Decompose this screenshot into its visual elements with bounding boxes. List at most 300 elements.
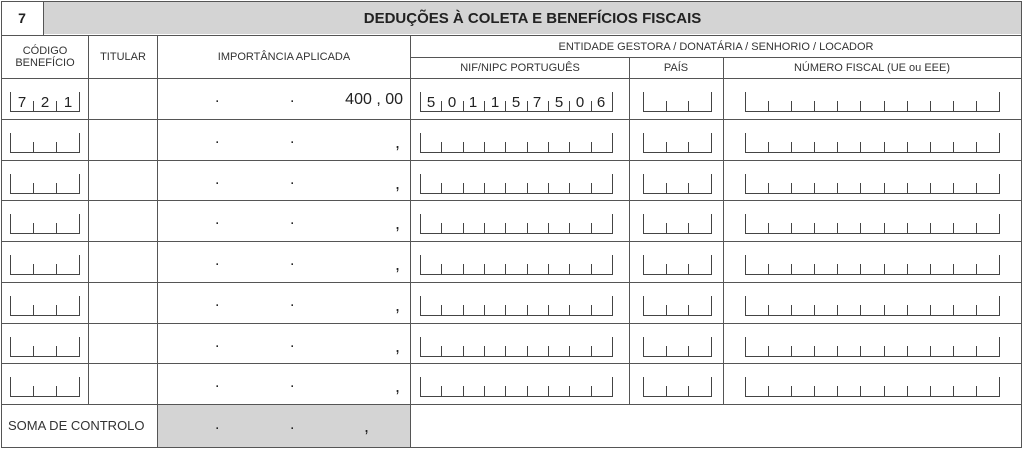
box-tick <box>612 214 613 234</box>
box-tick <box>711 133 712 153</box>
box-tick <box>768 305 769 316</box>
grid-line <box>1 1 2 448</box>
thousands-separator: . <box>290 334 295 351</box>
box-tick <box>907 346 908 357</box>
box-tick <box>930 183 931 194</box>
thousands-separator: . <box>290 252 295 269</box>
box-tick <box>768 386 769 397</box>
titular-input[interactable] <box>92 80 154 116</box>
box-tick <box>569 346 570 357</box>
box-tick <box>33 264 34 275</box>
thousands-separator: . <box>290 416 295 433</box>
thousands-separator: . <box>290 293 295 310</box>
box-baseline <box>10 233 79 234</box>
pais-input[interactable] <box>643 337 711 357</box>
box-digit: 0 <box>447 94 457 111</box>
box-tick <box>999 92 1000 112</box>
box-tick <box>953 183 954 194</box>
box-tick <box>484 183 485 194</box>
box-tick <box>907 264 908 275</box>
box-digit: 5 <box>511 94 521 111</box>
box-tick <box>999 377 1000 397</box>
box-tick <box>814 223 815 234</box>
thousands-separator: . <box>215 374 220 391</box>
box-baseline <box>10 111 79 112</box>
box-tick <box>56 183 57 194</box>
box-tick <box>745 377 746 397</box>
box-baseline <box>643 396 711 397</box>
thousands-separator: . <box>215 211 220 228</box>
box-tick <box>548 142 549 153</box>
nif-nipc-input[interactable] <box>420 255 612 275</box>
thousands-separator: . <box>215 252 220 269</box>
box-tick <box>860 142 861 153</box>
box-tick <box>860 386 861 397</box>
box-tick <box>569 264 570 275</box>
box-tick <box>505 386 506 397</box>
box-tick <box>612 133 613 153</box>
box-tick <box>10 214 11 234</box>
box-tick <box>999 255 1000 275</box>
box-tick <box>688 183 689 194</box>
box-tick <box>791 101 792 112</box>
box-tick <box>612 92 613 112</box>
pais-input[interactable] <box>643 92 711 112</box>
box-tick <box>745 255 746 275</box>
box-tick <box>860 264 861 275</box>
numero-fiscal-input[interactable] <box>745 214 999 234</box>
box-tick <box>569 142 570 153</box>
box-digit: 1 <box>468 94 478 111</box>
soma-controlo-field[interactable] <box>158 404 411 448</box>
box-digit: 7 <box>17 94 27 111</box>
numero-fiscal-input[interactable] <box>745 377 999 397</box>
thousands-separator: . <box>290 171 295 188</box>
box-tick <box>814 101 815 112</box>
box-tick <box>527 183 528 194</box>
importancia-aplicada-input[interactable]: , <box>394 336 400 356</box>
box-tick <box>463 223 464 234</box>
box-tick <box>612 174 613 194</box>
box-baseline <box>745 233 999 234</box>
grid-line <box>1 323 1021 324</box>
importancia-aplicada-input[interactable]: , <box>394 295 400 315</box>
box-tick <box>33 223 34 234</box>
importancia-aplicada-input[interactable]: , <box>394 213 400 233</box>
box-tick <box>999 296 1000 316</box>
box-tick <box>814 346 815 357</box>
codigo-beneficio-input[interactable] <box>10 174 79 194</box>
grid-line <box>1 363 1021 364</box>
box-tick <box>666 305 667 316</box>
box-tick <box>745 296 746 316</box>
box-tick <box>884 101 885 112</box>
box-tick <box>484 386 485 397</box>
grid-line <box>43 1 44 35</box>
box-tick <box>860 305 861 316</box>
box-tick <box>441 264 442 275</box>
box-tick <box>837 183 838 194</box>
box-tick <box>860 183 861 194</box>
box-tick <box>745 174 746 194</box>
box-tick <box>484 142 485 153</box>
box-baseline <box>10 274 79 275</box>
box-tick <box>484 264 485 275</box>
numero-fiscal-input[interactable] <box>745 174 999 194</box>
box-tick <box>884 386 885 397</box>
box-tick <box>33 183 34 194</box>
box-tick <box>745 214 746 234</box>
thousands-separator: . <box>290 130 295 147</box>
box-baseline <box>10 193 79 194</box>
box-tick <box>837 142 838 153</box>
box-digit: 6 <box>596 94 606 111</box>
header-numero-fiscal: NÚMERO FISCAL (UE ou EEE) <box>793 62 951 74</box>
box-tick <box>688 305 689 316</box>
box-tick <box>612 296 613 316</box>
box-baseline <box>420 233 612 234</box>
box-tick <box>711 255 712 275</box>
decimal-separator: , <box>364 416 370 436</box>
titular-input[interactable] <box>92 365 154 401</box>
box-tick <box>768 264 769 275</box>
box-tick <box>999 337 1000 357</box>
box-baseline <box>420 193 612 194</box>
box-tick <box>420 214 421 234</box>
pais-input[interactable] <box>643 133 711 153</box>
nif-nipc-input[interactable] <box>420 337 612 357</box>
nif-nipc-input[interactable] <box>420 214 612 234</box>
box-baseline <box>643 193 711 194</box>
box-baseline <box>745 193 999 194</box>
box-tick <box>768 346 769 357</box>
box-tick <box>930 101 931 112</box>
box-tick <box>484 346 485 357</box>
nif-nipc-input[interactable] <box>420 133 612 153</box>
titular-input[interactable] <box>92 325 154 361</box>
header-pais: PAÍS <box>663 62 689 74</box>
box-baseline <box>10 356 79 357</box>
box-tick <box>907 183 908 194</box>
grid-line <box>1 160 1021 161</box>
box-tick <box>79 337 80 357</box>
box-tick <box>791 386 792 397</box>
thousands-separator: . <box>290 89 295 106</box>
box-tick <box>976 386 977 397</box>
codigo-beneficio-input[interactable] <box>10 296 79 316</box>
grid-line <box>1 78 1021 79</box>
box-tick <box>420 255 421 275</box>
box-baseline <box>420 111 612 112</box>
box-tick <box>548 223 549 234</box>
box-tick <box>527 142 528 153</box>
box-baseline <box>745 315 999 316</box>
box-tick <box>791 142 792 153</box>
box-tick <box>505 223 506 234</box>
box-tick <box>463 305 464 316</box>
box-tick <box>505 305 506 316</box>
pais-input[interactable] <box>643 214 711 234</box>
box-baseline <box>420 274 612 275</box>
box-tick <box>420 133 421 153</box>
box-tick <box>907 142 908 153</box>
box-tick <box>463 142 464 153</box>
numero-fiscal-input[interactable] <box>745 92 999 112</box>
box-tick <box>930 386 931 397</box>
box-tick <box>976 223 977 234</box>
box-tick <box>711 92 712 112</box>
box-tick <box>591 223 592 234</box>
box-tick <box>884 223 885 234</box>
box-tick <box>548 305 549 316</box>
codigo-beneficio-input[interactable] <box>10 214 79 234</box>
box-baseline <box>643 356 711 357</box>
thousands-separator: . <box>290 374 295 391</box>
header-importancia-aplicada: IMPORTÂNCIA APLICADA <box>217 51 351 63</box>
box-tick <box>569 305 570 316</box>
grid-line <box>1 241 1021 242</box>
box-tick <box>688 264 689 275</box>
box-tick <box>768 223 769 234</box>
box-tick <box>791 346 792 357</box>
box-baseline <box>420 396 612 397</box>
box-tick <box>643 296 644 316</box>
header-titular: TITULAR <box>100 51 146 63</box>
box-tick <box>860 101 861 112</box>
codigo-beneficio-input[interactable] <box>10 92 79 112</box>
box-tick <box>10 255 11 275</box>
box-tick <box>79 214 80 234</box>
box-digit: 1 <box>490 94 500 111</box>
box-baseline <box>10 315 79 316</box>
box-tick <box>860 223 861 234</box>
titular-input[interactable] <box>92 284 154 320</box>
box-tick <box>884 264 885 275</box>
box-baseline <box>643 111 711 112</box>
box-tick <box>10 174 11 194</box>
titular-input[interactable] <box>92 202 154 238</box>
box-tick <box>56 346 57 357</box>
box-tick <box>814 264 815 275</box>
box-baseline <box>643 315 711 316</box>
box-tick <box>484 305 485 316</box>
box-tick <box>33 346 34 357</box>
codigo-beneficio-input[interactable] <box>10 337 79 357</box>
box-tick <box>930 305 931 316</box>
box-tick <box>666 142 667 153</box>
thousands-separator: . <box>290 211 295 228</box>
pais-input[interactable] <box>643 255 711 275</box>
thousands-separator: . <box>215 293 220 310</box>
box-tick <box>643 377 644 397</box>
box-tick <box>907 305 908 316</box>
box-tick <box>643 255 644 275</box>
section-title: DEDUÇÕES À COLETA E BENEFÍCIOS FISCAIS <box>44 2 1021 34</box>
numero-fiscal-input[interactable] <box>745 337 999 357</box>
grid-line <box>1 282 1021 283</box>
box-tick <box>837 101 838 112</box>
box-tick <box>612 377 613 397</box>
box-tick <box>711 214 712 234</box>
box-tick <box>814 142 815 153</box>
box-tick <box>976 142 977 153</box>
grid-line <box>1 119 1021 120</box>
box-tick <box>612 337 613 357</box>
box-tick <box>79 296 80 316</box>
box-tick <box>441 142 442 153</box>
importancia-aplicada-input[interactable]: 400 , 00 <box>345 91 403 108</box>
box-tick <box>884 346 885 357</box>
box-tick <box>814 183 815 194</box>
box-tick <box>999 214 1000 234</box>
header-nif-nipc: NIF/NIPC PORTUGUÊS <box>460 62 580 74</box>
box-tick <box>505 346 506 357</box>
pais-input[interactable] <box>643 296 711 316</box>
box-baseline <box>643 233 711 234</box>
grid-line <box>723 57 724 404</box>
box-tick <box>420 337 421 357</box>
box-tick <box>953 142 954 153</box>
box-tick <box>548 264 549 275</box>
titular-input[interactable] <box>92 162 154 198</box>
box-tick <box>548 183 549 194</box>
box-tick <box>548 386 549 397</box>
box-tick <box>505 183 506 194</box>
box-tick <box>953 346 954 357</box>
box-tick <box>591 264 592 275</box>
numero-fiscal-input[interactable] <box>745 296 999 316</box>
pais-input[interactable] <box>643 174 711 194</box>
box-tick <box>56 142 57 153</box>
box-tick <box>666 223 667 234</box>
box-tick <box>441 183 442 194</box>
box-tick <box>591 346 592 357</box>
numero-fiscal-input[interactable] <box>745 133 999 153</box>
box-tick <box>745 337 746 357</box>
numero-fiscal-input[interactable] <box>745 255 999 275</box>
nif-nipc-input[interactable] <box>420 296 612 316</box>
box-baseline <box>745 152 999 153</box>
box-tick <box>953 101 954 112</box>
titular-input[interactable] <box>92 243 154 279</box>
box-tick <box>953 305 954 316</box>
box-tick <box>666 183 667 194</box>
box-tick <box>791 223 792 234</box>
grid-line <box>1 1 1022 2</box>
nif-nipc-input[interactable] <box>420 377 612 397</box>
box-tick <box>79 92 80 112</box>
importancia-aplicada-input[interactable]: , <box>394 132 400 152</box>
box-tick <box>711 337 712 357</box>
thousands-separator: . <box>215 89 220 106</box>
box-tick <box>711 296 712 316</box>
box-tick <box>643 133 644 153</box>
box-tick <box>976 264 977 275</box>
box-tick <box>666 264 667 275</box>
box-tick <box>591 142 592 153</box>
grid-line <box>411 57 1021 58</box>
box-tick <box>666 346 667 357</box>
header-entidade-gestora: ENTIDADE GESTORA / DONATÁRIA / SENHORIO / LOCADOR <box>558 40 874 53</box>
nif-nipc-input[interactable] <box>420 92 612 112</box>
box-tick <box>976 183 977 194</box>
box-baseline <box>10 152 79 153</box>
nif-nipc-input[interactable] <box>420 174 612 194</box>
box-tick <box>907 101 908 112</box>
box-tick <box>527 223 528 234</box>
importancia-aplicada-input[interactable]: , <box>394 376 400 396</box>
box-digit: 0 <box>575 94 585 111</box>
box-tick <box>420 174 421 194</box>
thousands-separator: . <box>215 334 220 351</box>
box-baseline <box>420 315 612 316</box>
box-digit: 5 <box>426 94 436 111</box>
box-tick <box>768 142 769 153</box>
box-tick <box>953 223 954 234</box>
box-tick <box>711 174 712 194</box>
box-tick <box>976 346 977 357</box>
titular-input[interactable] <box>92 121 154 157</box>
box-baseline <box>745 356 999 357</box>
box-tick <box>56 223 57 234</box>
box-tick <box>768 101 769 112</box>
codigo-beneficio-input[interactable] <box>10 377 79 397</box>
box-baseline <box>420 356 612 357</box>
pais-input[interactable] <box>643 377 711 397</box>
box-tick <box>953 264 954 275</box>
box-tick <box>884 142 885 153</box>
grid-line <box>1 447 1022 448</box>
box-tick <box>463 264 464 275</box>
box-tick <box>976 305 977 316</box>
grid-line <box>88 35 89 404</box>
grid-line <box>1 404 1021 405</box>
box-tick <box>441 346 442 357</box>
box-tick <box>860 346 861 357</box>
box-tick <box>591 183 592 194</box>
box-tick <box>837 223 838 234</box>
codigo-beneficio-input[interactable] <box>10 133 79 153</box>
box-tick <box>745 92 746 112</box>
box-tick <box>569 183 570 194</box>
box-tick <box>10 337 11 357</box>
box-baseline <box>745 111 999 112</box>
box-tick <box>688 346 689 357</box>
box-tick <box>33 305 34 316</box>
box-tick <box>10 133 11 153</box>
box-tick <box>569 386 570 397</box>
box-tick <box>791 305 792 316</box>
box-tick <box>688 101 689 112</box>
box-tick <box>33 386 34 397</box>
box-tick <box>484 223 485 234</box>
box-tick <box>441 305 442 316</box>
box-tick <box>930 142 931 153</box>
box-tick <box>666 386 667 397</box>
box-tick <box>441 223 442 234</box>
codigo-beneficio-input[interactable] <box>10 255 79 275</box>
grid-line <box>1021 1 1022 448</box>
box-tick <box>688 223 689 234</box>
box-tick <box>79 133 80 153</box>
importancia-aplicada-input[interactable]: , <box>394 254 400 274</box>
box-tick <box>643 92 644 112</box>
box-tick <box>930 223 931 234</box>
box-tick <box>907 386 908 397</box>
box-tick <box>79 174 80 194</box>
box-tick <box>505 264 506 275</box>
importancia-aplicada-input[interactable]: , <box>394 173 400 193</box>
